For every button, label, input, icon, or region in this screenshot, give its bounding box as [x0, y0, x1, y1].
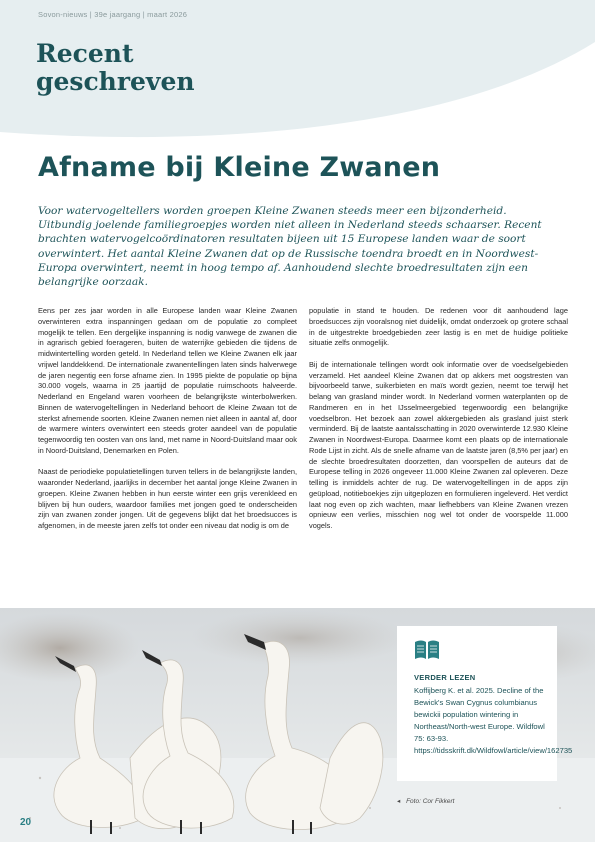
- section-title: [36, 40, 195, 96]
- body-column-right: [309, 306, 568, 543]
- photo-credit-text: Foto: Cor Fikkert: [406, 798, 455, 805]
- body-column-left: [38, 306, 297, 543]
- masthead: Sovon-nieuws | 39e jaargang | maart 2026: [38, 10, 188, 19]
- reference-citation: Koffijberg K. et al. 2025. Decline of the Bewick's Swan Cygnus columbianus bewickii population wintering in Northeast/North-west Europe. Wildfowl 75: 63-93. https://tidsskrift.dk/Wildfowl/article/view/162735: [414, 686, 573, 755]
- article-lead: Voor watervogeltellers worden groepen Kleine Zwanen steeds meer een bijzonderheid. Uitbundig joelende familiegroepjes worden niet alleen in Nederland steeds schaarser. Recent brachten watervogelcoördinatoren resultaten bijeen uit 15 Europese landen waar de soort overwintert. Het aantal Kleine Zwanen dat op de Russische toendra broedt en in Noordwest-Europa overwintert, neemt in hoog tempo af. Aanhoudend slechte broedresultaten zijn een belangrijke oorzaak.: [38, 205, 542, 289]
- left-triangle-icon: ◂: [397, 798, 401, 805]
- body-paragraph: Naast de periodieke populatietellingen turven tellers in de belangrijkste landen, waaronder Nederland, jaarlijks in december het aantal jonge Kleine Zwanen in groepen. Kleine Zwanen hebben in hun eerste winter een grijs verenkleed en blijven bij hun ouders, waardoor families met jongen goed te onderscheiden zijn van zwanen zonder jongen. Uit de gegevens blijkt dat het broedsucces is afgenomen, in de meeste jaren zelfs tot onder een niveau dat nodig is om de: [38, 467, 297, 530]
- body-paragraph: populatie in stand te houden. De redenen voor dit aanhoudend lage broedsucces zijn vooralsnog niet duidelijk, omdat onderzoek op grotere schaal in de uitgestrekte broedgebieden zeer lastig is en met de huidige politieke situatie zelfs onmogelijk.: [309, 306, 568, 348]
- open-book-icon: [414, 639, 440, 666]
- reference-title: VERDER LEZEN: [414, 673, 476, 682]
- section-title-line2: geschreven: [36, 67, 195, 96]
- page-number: 20: [20, 817, 32, 828]
- body-paragraph: Bij de internationale tellingen wordt ook informatie over de voedselgebieden verzameld. Het aandeel Kleine Zwanen dat op akkers met oogstresten van bijvoorbeeld tarwe, suikerbieten en maïs wordt gezien, neemt toe terwijl het belang van grasland minder wordt. In Nederland vormen waterplanten op de Randmeren en in het IJsselmeergebied tegenwoordig een belangrijke voedselbron. Het bezoek aan zowel akkergebieden als grasland juist sterk verminderd. Bij de laatste aantalsschatting in 2020 overwinterde 12.930 Kleine Zwanen in Noordwest-Europa. Daarmee komt een plaats op de internationale Rode Lijst in zicht. Als de snelle afname van de laatste jaren (8,5% per jaar) en de slechte broedresultaten doorzetten, dan voorspellen de auteurs dat de Europese telling in 2026 ongeveer 11.000 Kleine Zwanen zal opleveren. Deze telling is inmiddels achter de rug. De watervogeltellingen in de apps zijn geüpload, notitieboekjes zijn uitgeplozen en formulieren ingeleverd. Het verdict laat nog even op zich wachten, maar liefhebbers van Kleine Zwanen vrezen opnieuw een verlies, misschien nog wel tot onder de voorspelde 11.000 vogels.: [309, 359, 568, 530]
- photo-credit: [397, 797, 454, 805]
- body-paragraph: Eens per zes jaar worden in alle Europese landen waar Kleine Zwanen overwinteren extra inspanningen gedaan om de populatie zo compleet mogelijk te tellen. Een dergelijke inspanning is nodig vanwege de zwanen die in agrarisch gebied foerageren, buiten de waterrijke gebieden die tijdens de midwintertelling worden geteld. In Nederland tellen we Kleine Zwanen elk jaar vrijwel landdekkend. De internationale zwanentellingen laten sinds halverwege de jaren negentig een forse afname zien. In 1995 piekte de populatie op bijna 30.000 vogels, waarna in 25 jaartijd de populatie ruimschoots halveerde. Nederland en Engeland waren voorheen de belangrijkste winterbolwerken. Binnen de watervogeltellingen in Nederland behoort de Kleine Zwaan tot de sterkst afnemende soorten. Kleine Zwanen nemen niet alleen in aantal af, door de warmere winters overwintert een steeds groter aandeel van de populatie tegenwoordig ten oosten van ons land, met name in Noord-Duitsland maar ook in Noord-Duitsland, Denemarken en Polen.: [38, 306, 297, 455]
- article-headline: Afname bij Kleine Zwanen: [38, 152, 441, 183]
- reference-box: [397, 626, 573, 781]
- section-title-line1: Recent: [36, 39, 134, 68]
